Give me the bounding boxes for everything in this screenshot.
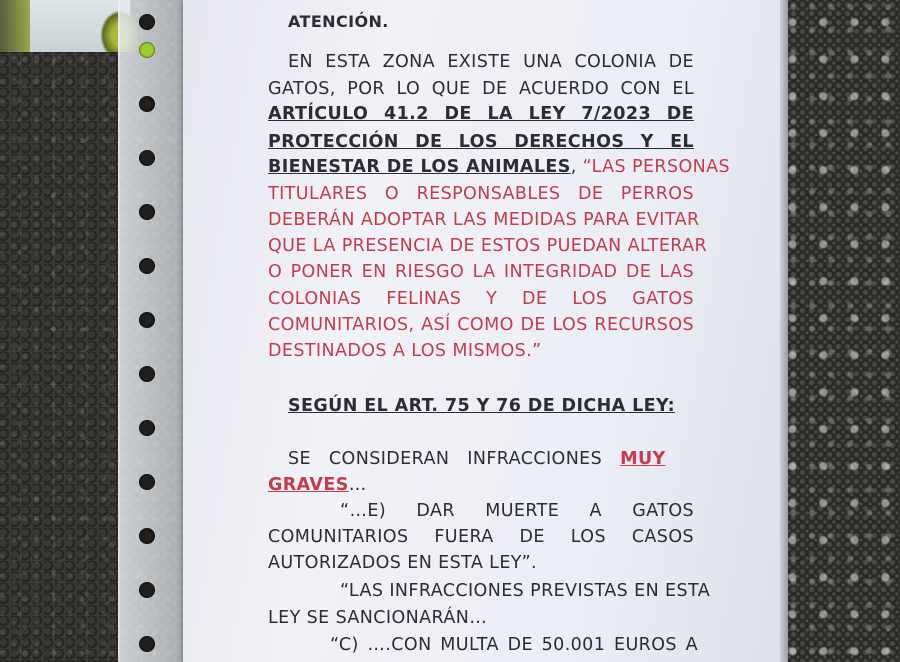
comma: , <box>570 157 577 177</box>
para1-line: GATOS, POR LO QUE DE ACUERDO CON EL <box>268 79 694 99</box>
muy-graves-highlight: MUY <box>620 449 666 469</box>
punch-hole <box>139 258 155 274</box>
para2-line <box>268 475 694 495</box>
quote-line: COMUNITARIOS, ASÍ COMO DE LOS RECURSOS <box>268 315 694 335</box>
muy-graves-highlight: GRAVES <box>268 475 349 495</box>
quote-line: QUE LA PRESENCIA DE ESTOS PUEDAN ALTERAR <box>268 236 708 256</box>
para1-line: EN ESTA ZONA EXISTE UNA COLONIA DE <box>288 52 694 72</box>
notice-title: ATENCIÓN. <box>288 12 389 31</box>
punch-hole <box>139 204 155 220</box>
stone-wall-right <box>780 0 900 662</box>
para1-line: ARTÍCULO 41.2 DE LA LEY 7/2023 DE <box>268 104 694 124</box>
punch-hole <box>139 42 155 58</box>
ellipsis: … <box>348 475 367 495</box>
section-subtitle: SEGÚN EL ART. 75 Y 76 DE DICHA LEY: <box>288 396 675 416</box>
punch-hole <box>139 474 155 490</box>
punch-hole <box>139 312 155 328</box>
paper-edge <box>780 0 788 662</box>
quote-line: O PONER EN RIESGO LA INTEGRIDAD DE LAS <box>268 262 694 282</box>
para2-line: “LAS INFRACCIONES PREVISTAS EN ESTA <box>340 581 711 601</box>
quote-line: DESTINADOS A LOS MISMOS.” <box>268 341 542 361</box>
quote-line: TITULARES O RESPONSABLES DE PERROS <box>268 184 694 204</box>
para1-line: PROTECCIÓN DE LOS DERECHOS Y EL <box>268 132 694 152</box>
para1-line <box>268 157 731 177</box>
para2-line: LEY SE SANCIONARÁN… <box>268 608 488 628</box>
para2-line <box>288 449 694 469</box>
infractions-text: SE CONSIDERAN INFRACCIONES <box>288 449 621 469</box>
punch-hole <box>139 636 155 652</box>
foliage <box>0 0 30 52</box>
punch-hole <box>139 420 155 436</box>
punch-hole <box>139 14 155 30</box>
para2-line: AUTORIZADOS EN ESTA LEY”. <box>268 553 538 573</box>
punch-hole <box>139 582 155 598</box>
punch-hole <box>139 96 155 112</box>
para2-line: COMUNITARIOS FUERA DE LOS CASOS <box>268 527 694 547</box>
punch-hole <box>139 366 155 382</box>
para2-line: “…E) DAR MUERTE A GATOS <box>340 501 694 521</box>
law-name: BIENESTAR DE LOS ANIMALES <box>268 157 571 177</box>
quote-line: COLONIAS FELINAS Y DE LOS GATOS <box>268 289 694 309</box>
quote-line: DEBERÁN ADOPTAR LAS MEDIDAS PARA EVITAR <box>268 210 700 230</box>
para2-line: “C) ….CON MULTA DE 50.001 EUROS A <box>330 635 698 655</box>
quote-start: “LAS PERSONAS <box>576 157 731 177</box>
punch-hole <box>139 150 155 166</box>
punch-hole <box>139 528 155 544</box>
